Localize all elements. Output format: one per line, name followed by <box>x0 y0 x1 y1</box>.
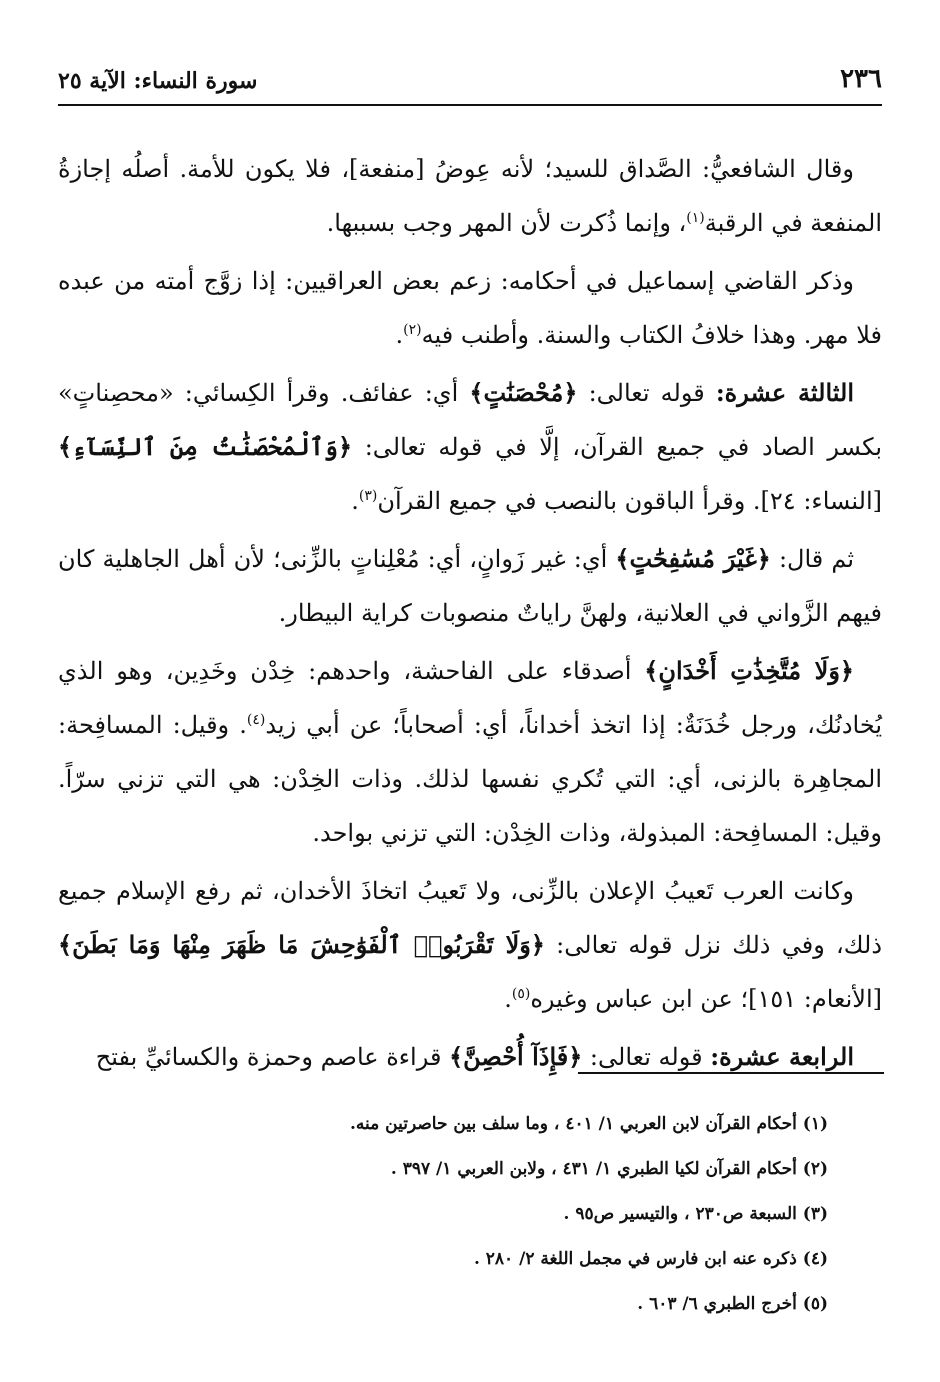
text-run: وكانت العرب تَعيبُ الإعلان بالزِّنى، ولا تَعيبُ اتخاذَ الأخدان، ثم رفع الإسلام جميع ذلك، وفي ذلك نزل قوله تعالى: <box>58 877 883 959</box>
text-run: ، وإنما ذُكرت لأن المهر وجب بسببها. <box>326 209 687 237</box>
section-heading: الرابعة عشرة: <box>710 1042 854 1071</box>
text-run: قراءة عاصم وحمزة والكسائيِّ بفتح <box>95 1043 450 1071</box>
surah-label: سورة النساء: الآية ٢٥ <box>58 68 258 94</box>
main-text <box>58 142 882 1088</box>
text-run: [الأنعام: ١٥١]؛ عن ابن عباس وغيره <box>530 985 882 1013</box>
page-number: ٢٣٦ <box>840 64 882 94</box>
footnote-2: (٢) أحكام القرآن لكيا الطبري ١/ ٤٣١ ، ولابن العربي ١/ ٣٩٧ . <box>390 1159 828 1179</box>
quran-verse: ﴿مُحْصَنَٰتٍ﴾ <box>469 378 578 407</box>
text-run: . وقيل: المسافِحة: المجاهِرة بالزنى، أي: التي تُكري نفسها لذلك. وذات الخِدْن: هي التي تزني سرّاً. وقيل: المسافِحة: المبذولة، وذات الخِدْن: التي تزني بواحد. <box>58 711 882 847</box>
text-run: أي: غير زَوانٍ، أي: مُعْلِناتٍ بالزِّنى؛ لأن أهل الجاهلية كان فيهم الزَّواني في العلانية، ولهنَّ راياتٌ منصوبات كراية البيطار. <box>58 545 882 627</box>
text-run: وذكر القاضي إسماعيل في أحكامه: زعم بعض العراقيين: إذا زوَّج أمته من عبده فلا مهر. وهذا خلافُ الكتاب والسنة. وأطنب فيه <box>58 267 882 349</box>
footnote-ref: (٣) <box>358 488 378 504</box>
page-header <box>58 62 882 102</box>
text-run: . <box>395 321 404 349</box>
text-run: أي: عفائف. وقرأ الكِسائي: «محصِناتٍ» بكسر الصاد في جميع القرآن، إلَّا في قوله تعالى: <box>58 379 883 461</box>
footnote-rule <box>578 1072 884 1074</box>
footnote-ref: (١) <box>686 210 705 226</box>
footnotes <box>58 1102 828 1327</box>
paragraph-p3 <box>58 366 882 528</box>
text-run: وقال الشافعيُّ: الصَّداق للسيد؛ لأنه عِوضُ [منفعة]، فلا يكون للأمة. أصلُه إجازةُ المنفعة في الرقبة <box>58 155 882 237</box>
footnote-1: (١) أحكام القرآن لابن العربي ١/ ٤٠١ ، وما سلف بين حاصرتين منه. <box>349 1114 828 1134</box>
text-run: ثم قال: <box>770 545 855 573</box>
footnote-3: (٣) السبعة ص٢٣٠ ، والتيسير ص٩٥ . <box>563 1204 828 1224</box>
text-run: . <box>504 985 512 1013</box>
text-run: أصدقاء على الفاحشة، واحدهم: خِدْن وخَدِين، وهو الذي يُخادنُك، ورجل خُدَنَةٌ: إذا اتخذ أخداناً، أي: أصحاباً؛ عن أبي زيد <box>58 657 882 739</box>
paragraph-p4 <box>58 532 882 640</box>
paragraph-p7 <box>58 1030 882 1084</box>
text-run: . <box>351 487 359 515</box>
quran-verse: ﴿فَإِذَآ أُحْصِنَّ﴾ <box>449 1042 583 1071</box>
paragraph-p6 <box>58 864 882 1026</box>
footnote-ref: (٤) <box>246 712 266 728</box>
footnote-4: (٤) ذكره عنه ابن فارس في مجمل اللغة ٢/ ٢٨٠ . <box>473 1249 828 1269</box>
quran-verse: ﴿وَٱلْمُحْصَنَٰتُ مِنَ ٱلنِّسَآءِ﴾ <box>58 432 353 461</box>
text-run: قوله تعالى: <box>577 379 716 407</box>
quran-verse: ﴿وَلَا مُتَّخِذَٰتِ أَخْدَانٍ﴾ <box>644 656 854 685</box>
quran-verse: ﴿وَلَا تَقْرَبُوا۟ ٱلْفَوَٰحِشَ مَا ظَهَرَ مِنْهَا وَمَا بَطَنَ﴾ <box>58 930 545 959</box>
header-rule <box>58 104 882 106</box>
quran-verse: ﴿غَيْرَ مُسَٰفِحَٰتٍ﴾ <box>615 544 771 573</box>
paragraph-p1 <box>58 142 882 250</box>
text-run: [النساء: ٢٤]. وقرأ الباقون بالنصب في جميع القرآن <box>377 487 882 515</box>
section-heading: الثالثة عشرة: <box>715 378 855 407</box>
footnote-ref: (٥) <box>511 986 531 1002</box>
footnote-5: (٥) أخرج الطبري ٦/ ٦٠٣ . <box>637 1294 828 1314</box>
text-run: قوله تعالى: <box>582 1043 711 1071</box>
paragraph-p5 <box>58 644 882 860</box>
paragraph-p2 <box>58 254 882 362</box>
footnote-ref: (٢) <box>403 322 422 338</box>
